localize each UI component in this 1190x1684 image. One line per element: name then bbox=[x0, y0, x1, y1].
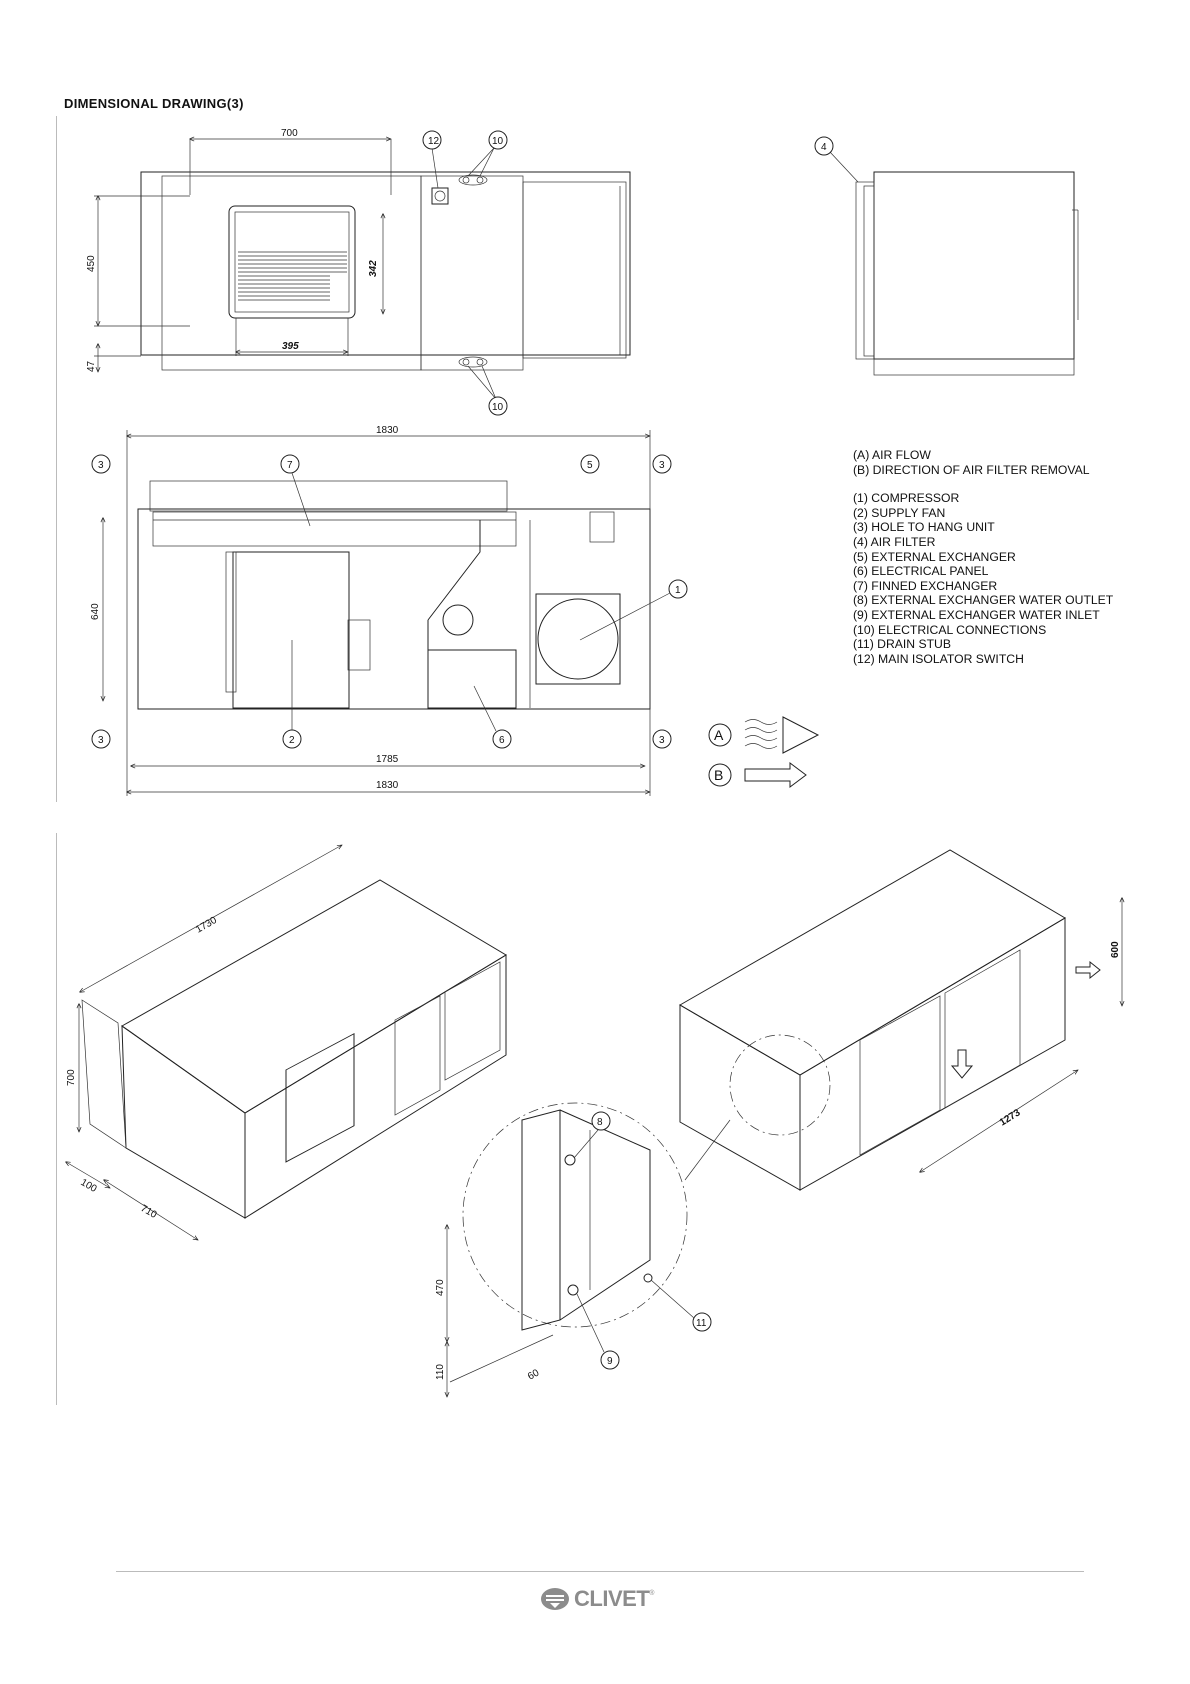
callout-3-br: 3 bbox=[659, 735, 665, 746]
dim-710: 710 bbox=[138, 1203, 159, 1221]
brand-reg: ® bbox=[649, 1589, 655, 1597]
plan-view bbox=[90, 425, 687, 796]
dim-47: 47 bbox=[86, 360, 97, 372]
callout-3-bl: 3 bbox=[98, 735, 104, 746]
dim-450: 450 bbox=[86, 255, 97, 272]
callout-2: 2 bbox=[289, 735, 295, 746]
legend-item: (2) SUPPLY FAN bbox=[853, 505, 946, 520]
dim-700-iso: 700 bbox=[66, 1069, 77, 1086]
dim-1830-bottom: 1830 bbox=[376, 780, 399, 791]
legend-item: (10) ELECTRICAL CONNECTIONS bbox=[853, 622, 1047, 637]
detail-view bbox=[435, 1035, 830, 1397]
dim-1830-top: 1830 bbox=[376, 425, 399, 436]
dim-600: 600 bbox=[1110, 941, 1121, 958]
legend-item: (A) AIR FLOW bbox=[853, 448, 931, 462]
legend-item: (5) EXTERNAL EXCHANGER bbox=[853, 549, 1016, 564]
airflow-symbols bbox=[709, 717, 818, 787]
dim-1785: 1785 bbox=[376, 754, 399, 765]
dim-470: 470 bbox=[435, 1279, 446, 1296]
legend-item: (8) EXTERNAL EXCHANGER WATER OUTLET bbox=[853, 593, 1114, 608]
dim-640: 640 bbox=[90, 603, 101, 620]
callout-1: 1 bbox=[675, 585, 681, 596]
isometric-view-right bbox=[680, 850, 1122, 1190]
isometric-view-left bbox=[66, 845, 506, 1240]
callout-5: 5 bbox=[587, 460, 593, 471]
callout-3-tr: 3 bbox=[659, 460, 665, 471]
legend-item: (4) AIR FILTER bbox=[853, 534, 936, 549]
dim-395: 395 bbox=[282, 341, 299, 352]
symbol-b-label: B bbox=[714, 767, 724, 783]
legend-item: (1) COMPRESSOR bbox=[853, 491, 960, 506]
dim-342: 342 bbox=[368, 260, 379, 277]
dim-100: 100 bbox=[78, 1177, 99, 1195]
legend bbox=[853, 448, 1113, 666]
legend-item: (12) MAIN ISOLATOR SWITCH bbox=[853, 651, 1024, 666]
dim-700: 700 bbox=[281, 128, 298, 139]
legend-item: (6) ELECTRICAL PANEL bbox=[853, 564, 989, 579]
callout-11: 11 bbox=[696, 1318, 707, 1329]
brand-logo bbox=[540, 1586, 654, 1612]
callout-9: 9 bbox=[607, 1356, 613, 1367]
callout-10-top: 10 bbox=[492, 136, 504, 147]
legend-item: (9) EXTERNAL EXCHANGER WATER INLET bbox=[853, 607, 1100, 622]
legend-item: (3) HOLE TO HANG UNIT bbox=[853, 520, 995, 535]
callout-8: 8 bbox=[597, 1117, 603, 1128]
clivet-logo-icon bbox=[540, 1587, 570, 1611]
footer-divider bbox=[116, 1571, 1084, 1572]
callout-10-bottom: 10 bbox=[492, 402, 504, 413]
symbol-a-label: A bbox=[714, 727, 724, 743]
legend-item: (B) DIRECTION OF AIR FILTER REMOVAL bbox=[853, 462, 1090, 477]
callout-4: 4 bbox=[821, 142, 827, 153]
dim-60: 60 bbox=[526, 1367, 542, 1383]
callout-3-tl: 3 bbox=[98, 460, 104, 471]
dim-1273: 1273 bbox=[997, 1107, 1023, 1129]
page-title: DIMENSIONAL DRAWING(3) bbox=[64, 96, 244, 111]
callout-6: 6 bbox=[499, 735, 505, 746]
brand-name: CLIVET bbox=[574, 1586, 650, 1611]
legend-item: (7) FINNED EXCHANGER bbox=[853, 578, 998, 593]
side-view bbox=[815, 137, 1078, 375]
dim-110: 110 bbox=[435, 1364, 446, 1380]
dim-1730: 1730 bbox=[194, 914, 219, 936]
callout-7: 7 bbox=[287, 460, 293, 471]
front-elevation-view bbox=[86, 128, 630, 415]
legend-item: (11) DRAIN STUB bbox=[853, 637, 951, 652]
callout-12: 12 bbox=[428, 136, 440, 147]
